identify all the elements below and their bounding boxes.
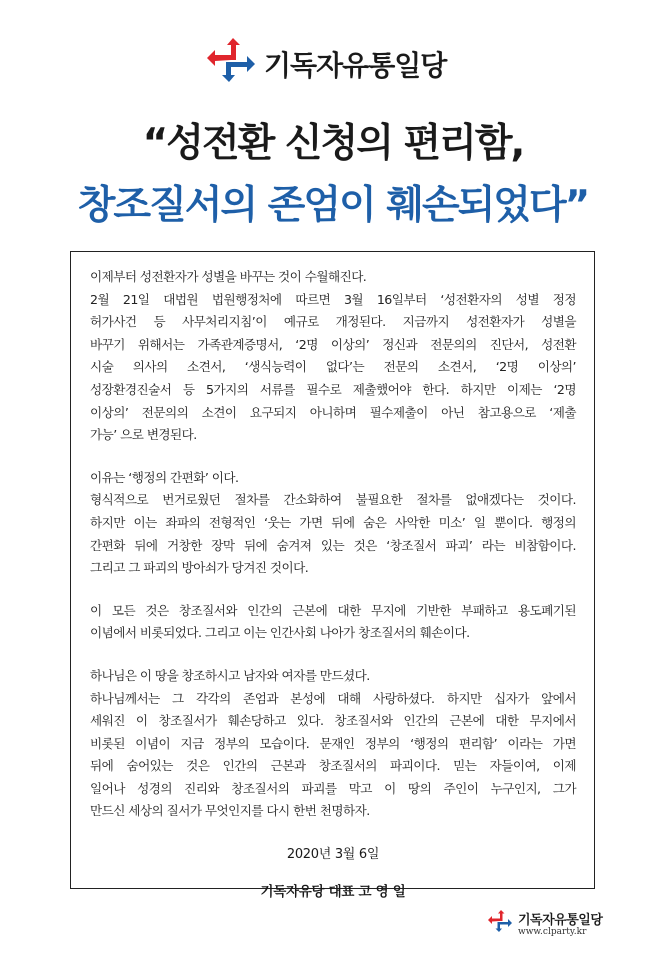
text-line: 바꾸기 위해서는 가족관계증명서, ‘2명 이상의’ 정신과 전문의의 진단서, 성전환	[90, 336, 576, 352]
text-line: 이상의’ 전문의의 소견이 요구되지 아니하며 필수제출이 아닌 참고용으로 ‘제출	[90, 404, 576, 420]
text-line: 하나님께서는 그 각각의 존엄과 본성에 대해 사랑하셨다. 하지만 십자가 앞에서	[90, 690, 576, 706]
paragraph-3	[90, 600, 576, 645]
header	[0, 36, 666, 86]
paragraph-2	[90, 467, 576, 580]
text-line: 이제부터 성전환자가 성별을 바꾸는 것이 수월해진다.	[90, 269, 367, 284]
text-line: 이 모든 것은 창조질서와 인간의 근본에 대한 무지에 기반한 부패하고 용도폐기된	[90, 602, 576, 618]
text-line: 그리고 그 파괴의 방아쇠가 당겨진 것이다.	[90, 560, 309, 576]
text-line: 이념에서 비롯되었다. 그리고 이는 인간사회 나아가 창조질서의 훼손이다.	[90, 625, 470, 641]
paragraph-1	[90, 266, 576, 447]
footer-party-name: 기독자유통일당	[518, 913, 603, 928]
party-name: 기독자유통일당	[264, 49, 447, 82]
text-line: 하지만 이는 좌파의 전형적인 ‘웃는 가면 뒤에 숨은 사악한 미소’ 일 뿐이다. 행정의	[90, 514, 576, 530]
footer-url: www.clparty.kr	[518, 927, 587, 937]
text-line: 만드신 세상의 질서가 무엇인지를 다시 한번 천명하자.	[90, 803, 370, 819]
text-line: 일어나 성경의 진리와 창조질서의 파괴를 막고 이 땅의 주인이 누구인지, 그가	[90, 780, 576, 796]
text-line: 시술 의사의 소견서, ‘생식능력이 없다’는 전문의 소견서, ‘2명 이상의’	[90, 359, 576, 375]
footer	[486, 905, 656, 945]
cross-arrows-logo-icon	[486, 908, 514, 934]
headline-line-2: 창조질서의 존엄이 훼손되었다”	[77, 183, 589, 228]
statement-date: 2020년 3월 6일	[286, 847, 380, 863]
text-line: 하나님은 이 땅을 창조하시고 남자와 여자를 만드셨다.	[90, 667, 370, 683]
cross-arrows-logo-icon	[203, 36, 259, 84]
paragraph-4	[90, 665, 576, 823]
headline-line-1: “성전환 신청의 편리함,	[142, 121, 524, 166]
text-line: 가능’ 으로 변경된다.	[90, 427, 197, 443]
headline	[0, 118, 666, 232]
text-line: 이유는 ‘행정의 간편화’ 이다.	[90, 469, 239, 485]
text-line: 비롯된 이념이 지금 정부의 모습이다. 문재인 정부의 ‘행정의 편리함’ 이라는 가면	[90, 735, 576, 751]
text-line: 간편화 뒤에 거창한 장막 뒤에 숨겨져 있는 것은 ‘창조질서 파괴’ 라는 비참함이다.	[90, 537, 576, 553]
text-line: 허가사건 등 사무처리지침’이 예규로 개정된다. 지금까지 성전환자가 성별을	[90, 314, 576, 330]
text-line: 세워진 이 창조질서가 훼손당하고 있다. 창조질서와 인간의 근본에 대한 무지에서	[90, 713, 576, 729]
text-line: 성장환경진술서 등 5가지의 서류를 필수로 제출했어야 한다. 하지만 이제는 ‘2명	[90, 381, 576, 397]
statement-signature: 기독자유당 대표 고 영 일	[260, 884, 406, 901]
statement-box	[70, 251, 595, 901]
text-line: 뒤에 숨어있는 것은 인간의 근본과 창조질서의 파괴이다. 믿는 자들이여, 이제	[90, 758, 576, 774]
text-line: 형식적으로 번거로웠던 절차를 간소화하여 불필요한 절차를 없애겠다는 것이다.	[90, 492, 576, 508]
text-line: 2월 21일 대법원 법원행정처에 따르면 3월 16일부터 ‘성전환자의 성별 정정	[90, 291, 576, 307]
